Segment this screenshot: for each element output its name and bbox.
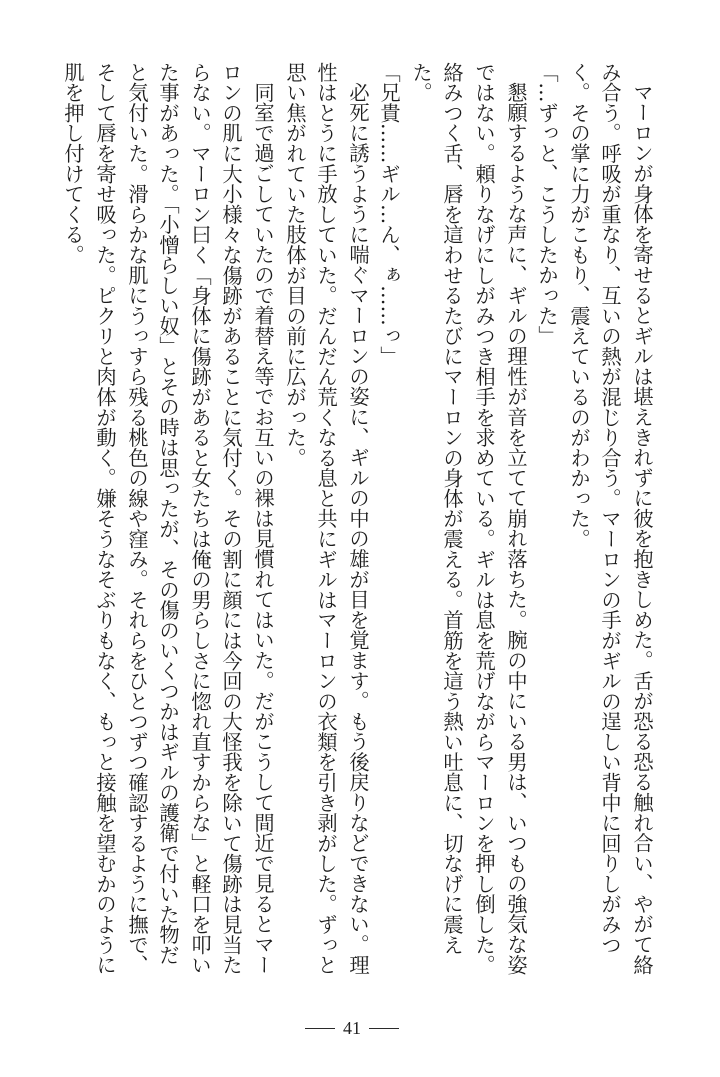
text-column: く。その掌に力がこもり、震えているのがわかった。 <box>567 62 591 549</box>
text-column: 必死に誘うように喘ぐマーロンの姿に、ギルの中の雄が目を覚ます。もう後戻りなどできない。理 <box>346 82 370 976</box>
dialogue-column: 「…ずっと、こうしたかった」 <box>535 62 559 347</box>
text-column: た。 <box>409 62 433 103</box>
text-column: 思い焦がれていた肢体が目の前に広がった。 <box>283 62 307 468</box>
text-column: 同室で過ごしていたので着替え等でお互いの裸は見慣れてはいた。だがこうして間近で見るとマー <box>251 82 275 976</box>
page-number-value: 41 <box>343 1018 361 1038</box>
text-column: らない。マーロン曰く「身体に傷跡があると女たちは俺の男らしさに惚れ直すからな」と軽口を叩い <box>188 62 212 976</box>
text-column: 懇願するような声に、ギルの理性が音を立てて崩れ落ちた。腕の中にいる男は、いつもの強気な姿 <box>504 82 528 976</box>
text-column: マーロンが身体を寄せるとギルは堪えきれずに彼を抱きしめた。舌が恐る恐る触れ合い、やがて絡 <box>630 82 654 976</box>
text-column: 性はとうに手放していた。だんだん荒くなる息と共にギルはマーロンの衣類を引き剥がした。ずっと <box>314 62 338 976</box>
dialogue-column: 「兄貴……ギル…ん、ぁ……っ」 <box>377 62 401 367</box>
text-column: そして唇を寄せ吸った。ピクリと肉体が動く。嫌そうなそぶりもなく、もっと接触を望むかのように <box>93 62 117 976</box>
text-column: と気付いた。滑らかな肌にうっすら残る桃色の線や窪み。それらをひとつずつ確認するように撫で、 <box>125 62 149 976</box>
text-column: み合う。呼吸が重なり、互いの熱が混じり合う。マーロンの手がギルの逞しい背中に回りしがみつ <box>598 62 622 955</box>
page-number-dash-right <box>369 1028 399 1029</box>
text-column: 肌を押し付けてくる。 <box>61 62 85 265</box>
text-column: ロンの肌に大小様々な傷跡があることに気付く。その割に顔には今回の大怪我を除いて傷跡は見当た <box>219 62 243 976</box>
page-number <box>292 1014 412 1042</box>
page-number-dash-left <box>305 1028 335 1029</box>
text-column: た事があった。「小憎らしい奴」とその時は思ったが、その傷のいくつかはギルの護衛で付いた物だ <box>156 62 180 965</box>
text-column: ではない。頼りなげにしがみつき相手を求めている。ギルは息を荒げながらマーロンを押し倒した。 <box>472 62 496 976</box>
text-column: 絡みつく舌、唇を這わせるたびにマーロンの身体が震える。首筋を這う熱い吐息に、切なげに震え <box>440 62 464 955</box>
